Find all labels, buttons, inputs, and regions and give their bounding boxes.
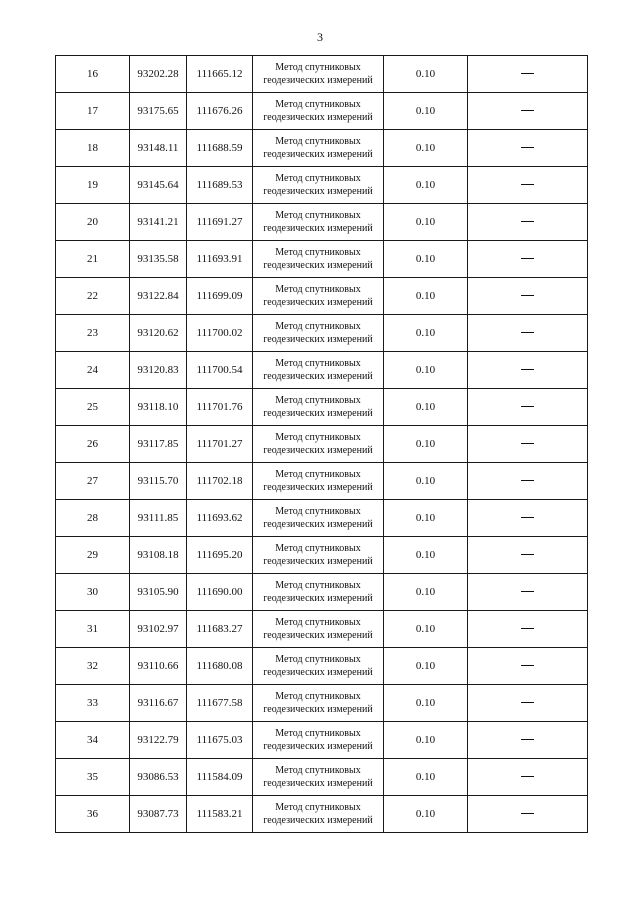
method-line-1: Метод спутниковых [275, 358, 361, 369]
description-dash [521, 554, 534, 555]
x-coordinate-cell: 93116.67 [130, 685, 187, 722]
point-number-cell: 16 [56, 56, 130, 93]
description-cell [468, 759, 588, 796]
method-line-2: геодезических измерений [263, 482, 373, 493]
accuracy-cell: 0.10 [384, 241, 468, 278]
method-line-1: Метод спутниковых [275, 691, 361, 702]
table-row [56, 241, 588, 278]
table-row [56, 500, 588, 537]
accuracy-cell: 0.10 [384, 389, 468, 426]
y-coordinate-cell: 111690.00 [187, 574, 253, 611]
point-number-cell: 34 [56, 722, 130, 759]
method-line-2: геодезических измерений [263, 75, 373, 86]
method-cell [253, 759, 384, 796]
y-coordinate-cell: 111677.58 [187, 685, 253, 722]
table-row [56, 611, 588, 648]
method-cell [253, 500, 384, 537]
description-cell [468, 463, 588, 500]
x-coordinate-cell: 93135.58 [130, 241, 187, 278]
description-dash [521, 147, 534, 148]
description-dash [521, 702, 534, 703]
accuracy-cell: 0.10 [384, 56, 468, 93]
description-dash [521, 332, 534, 333]
x-coordinate-cell: 93115.70 [130, 463, 187, 500]
table-row [56, 574, 588, 611]
method-line-2: геодезических измерений [263, 556, 373, 567]
description-cell [468, 611, 588, 648]
point-number-cell: 36 [56, 796, 130, 833]
table-row [56, 796, 588, 833]
method-line-1: Метод спутниковых [275, 765, 361, 776]
table-row [56, 352, 588, 389]
y-coordinate-cell: 111701.27 [187, 426, 253, 463]
accuracy-cell: 0.10 [384, 204, 468, 241]
y-coordinate-cell: 111701.76 [187, 389, 253, 426]
description-cell [468, 722, 588, 759]
table-row [56, 537, 588, 574]
method-line-1: Метод спутниковых [275, 580, 361, 591]
table-row [56, 278, 588, 315]
x-coordinate-cell: 93108.18 [130, 537, 187, 574]
method-cell [253, 426, 384, 463]
description-cell [468, 796, 588, 833]
method-line-2: геодезических измерений [263, 667, 373, 678]
x-coordinate-cell: 93117.85 [130, 426, 187, 463]
x-coordinate-cell: 93118.10 [130, 389, 187, 426]
y-coordinate-cell: 111583.21 [187, 796, 253, 833]
method-cell [253, 93, 384, 130]
x-coordinate-cell: 93202.28 [130, 56, 187, 93]
table-row [56, 167, 588, 204]
method-line-2: геодезических измерений [263, 519, 373, 530]
description-cell [468, 204, 588, 241]
x-coordinate-cell: 93086.53 [130, 759, 187, 796]
description-cell [468, 500, 588, 537]
method-line-2: геодезических измерений [263, 408, 373, 419]
accuracy-cell: 0.10 [384, 574, 468, 611]
description-dash [521, 739, 534, 740]
table-row [56, 463, 588, 500]
table-row [56, 130, 588, 167]
table-row [56, 389, 588, 426]
accuracy-cell: 0.10 [384, 611, 468, 648]
accuracy-cell: 0.10 [384, 537, 468, 574]
x-coordinate-cell: 93102.97 [130, 611, 187, 648]
x-coordinate-cell: 93110.66 [130, 648, 187, 685]
method-line-2: геодезических измерений [263, 297, 373, 308]
method-line-1: Метод спутниковых [275, 321, 361, 332]
point-number-cell: 24 [56, 352, 130, 389]
table-row [56, 722, 588, 759]
method-cell [253, 722, 384, 759]
table-row [56, 759, 588, 796]
description-cell [468, 648, 588, 685]
x-coordinate-cell: 93105.90 [130, 574, 187, 611]
description-cell [468, 93, 588, 130]
y-coordinate-cell: 111665.12 [187, 56, 253, 93]
method-line-1: Метод спутниковых [275, 210, 361, 221]
x-coordinate-cell: 93175.65 [130, 93, 187, 130]
method-line-2: геодезических измерений [263, 593, 373, 604]
method-line-1: Метод спутниковых [275, 432, 361, 443]
method-cell [253, 352, 384, 389]
method-cell [253, 648, 384, 685]
method-line-2: геодезических измерений [263, 704, 373, 715]
y-coordinate-cell: 111700.54 [187, 352, 253, 389]
description-cell [468, 685, 588, 722]
method-line-2: геодезических измерений [263, 778, 373, 789]
table-row [56, 56, 588, 93]
table-row [56, 315, 588, 352]
y-coordinate-cell: 111676.26 [187, 93, 253, 130]
description-cell [468, 56, 588, 93]
point-number-cell: 35 [56, 759, 130, 796]
description-dash [521, 369, 534, 370]
y-coordinate-cell: 111688.59 [187, 130, 253, 167]
point-number-cell: 28 [56, 500, 130, 537]
method-line-1: Метод спутниковых [275, 284, 361, 295]
method-line-2: геодезических измерений [263, 445, 373, 456]
accuracy-cell: 0.10 [384, 648, 468, 685]
accuracy-cell: 0.10 [384, 500, 468, 537]
description-dash [521, 295, 534, 296]
method-line-1: Метод спутниковых [275, 654, 361, 665]
method-cell [253, 130, 384, 167]
method-cell [253, 463, 384, 500]
table-row [56, 93, 588, 130]
y-coordinate-cell: 111702.18 [187, 463, 253, 500]
method-cell [253, 611, 384, 648]
accuracy-cell: 0.10 [384, 722, 468, 759]
accuracy-cell: 0.10 [384, 463, 468, 500]
method-line-1: Метод спутниковых [275, 62, 361, 73]
point-number-cell: 33 [56, 685, 130, 722]
method-cell [253, 389, 384, 426]
y-coordinate-cell: 111689.53 [187, 167, 253, 204]
method-line-1: Метод спутниковых [275, 173, 361, 184]
y-coordinate-cell: 111693.62 [187, 500, 253, 537]
y-coordinate-cell: 111695.20 [187, 537, 253, 574]
description-dash [521, 221, 534, 222]
description-cell [468, 352, 588, 389]
method-line-2: геодезических измерений [263, 630, 373, 641]
point-number-cell: 18 [56, 130, 130, 167]
description-dash [521, 591, 534, 592]
y-coordinate-cell: 111680.08 [187, 648, 253, 685]
description-cell [468, 278, 588, 315]
accuracy-cell: 0.10 [384, 130, 468, 167]
method-cell [253, 315, 384, 352]
accuracy-cell: 0.10 [384, 167, 468, 204]
description-dash [521, 517, 534, 518]
x-coordinate-cell: 93122.79 [130, 722, 187, 759]
y-coordinate-cell: 111683.27 [187, 611, 253, 648]
method-line-2: геодезических измерений [263, 186, 373, 197]
point-number-cell: 25 [56, 389, 130, 426]
x-coordinate-cell: 93111.85 [130, 500, 187, 537]
method-line-1: Метод спутниковых [275, 506, 361, 517]
description-dash [521, 406, 534, 407]
table-row [56, 648, 588, 685]
coordinates-table-body [56, 56, 588, 833]
description-cell [468, 167, 588, 204]
accuracy-cell: 0.10 [384, 796, 468, 833]
description-dash [521, 110, 534, 111]
point-number-cell: 20 [56, 204, 130, 241]
description-dash [521, 184, 534, 185]
coordinates-table [55, 55, 588, 833]
method-cell [253, 56, 384, 93]
y-coordinate-cell: 111584.09 [187, 759, 253, 796]
method-line-1: Метод спутниковых [275, 469, 361, 480]
y-coordinate-cell: 111675.03 [187, 722, 253, 759]
point-number-cell: 31 [56, 611, 130, 648]
method-line-1: Метод спутниковых [275, 728, 361, 739]
description-dash [521, 813, 534, 814]
x-coordinate-cell: 93148.11 [130, 130, 187, 167]
y-coordinate-cell: 111699.09 [187, 278, 253, 315]
x-coordinate-cell: 93120.62 [130, 315, 187, 352]
x-coordinate-cell: 93087.73 [130, 796, 187, 833]
method-line-1: Метод спутниковых [275, 247, 361, 258]
x-coordinate-cell: 93145.64 [130, 167, 187, 204]
description-cell [468, 574, 588, 611]
description-cell [468, 315, 588, 352]
description-cell [468, 426, 588, 463]
y-coordinate-cell: 111693.91 [187, 241, 253, 278]
method-line-2: геодезических измерений [263, 149, 373, 160]
point-number-cell: 32 [56, 648, 130, 685]
point-number-cell: 29 [56, 537, 130, 574]
method-cell [253, 537, 384, 574]
description-dash [521, 776, 534, 777]
method-line-1: Метод спутниковых [275, 99, 361, 110]
method-line-1: Метод спутниковых [275, 395, 361, 406]
description-dash [521, 258, 534, 259]
description-dash [521, 443, 534, 444]
method-line-2: геодезических измерений [263, 371, 373, 382]
description-dash [521, 480, 534, 481]
description-dash [521, 73, 534, 74]
point-number-cell: 23 [56, 315, 130, 352]
description-cell [468, 241, 588, 278]
method-line-2: геодезических измерений [263, 815, 373, 826]
accuracy-cell: 0.10 [384, 315, 468, 352]
point-number-cell: 19 [56, 167, 130, 204]
y-coordinate-cell: 111691.27 [187, 204, 253, 241]
x-coordinate-cell: 93122.84 [130, 278, 187, 315]
table-row [56, 685, 588, 722]
page-number: 3 [317, 30, 323, 44]
method-cell [253, 204, 384, 241]
method-cell [253, 796, 384, 833]
method-line-1: Метод спутниковых [275, 617, 361, 628]
table-row [56, 426, 588, 463]
method-cell [253, 241, 384, 278]
point-number-cell: 26 [56, 426, 130, 463]
method-line-2: геодезических измерений [263, 334, 373, 345]
x-coordinate-cell: 93120.83 [130, 352, 187, 389]
method-line-1: Метод спутниковых [275, 802, 361, 813]
x-coordinate-cell: 93141.21 [130, 204, 187, 241]
point-number-cell: 27 [56, 463, 130, 500]
accuracy-cell: 0.10 [384, 278, 468, 315]
method-line-2: геодезических измерений [263, 741, 373, 752]
description-dash [521, 665, 534, 666]
accuracy-cell: 0.10 [384, 352, 468, 389]
point-number-cell: 17 [56, 93, 130, 130]
point-number-cell: 22 [56, 278, 130, 315]
accuracy-cell: 0.10 [384, 685, 468, 722]
method-line-1: Метод спутниковых [275, 136, 361, 147]
point-number-cell: 30 [56, 574, 130, 611]
y-coordinate-cell: 111700.02 [187, 315, 253, 352]
point-number-cell: 21 [56, 241, 130, 278]
method-line-2: геодезических измерений [263, 112, 373, 123]
method-line-2: геодезических измерений [263, 260, 373, 271]
method-line-1: Метод спутниковых [275, 543, 361, 554]
accuracy-cell: 0.10 [384, 759, 468, 796]
description-dash [521, 628, 534, 629]
method-cell [253, 278, 384, 315]
description-cell [468, 537, 588, 574]
accuracy-cell: 0.10 [384, 93, 468, 130]
description-cell [468, 130, 588, 167]
description-cell [468, 389, 588, 426]
table-row [56, 204, 588, 241]
accuracy-cell: 0.10 [384, 426, 468, 463]
method-cell [253, 574, 384, 611]
method-cell [253, 685, 384, 722]
method-line-2: геодезических измерений [263, 223, 373, 234]
method-cell [253, 167, 384, 204]
